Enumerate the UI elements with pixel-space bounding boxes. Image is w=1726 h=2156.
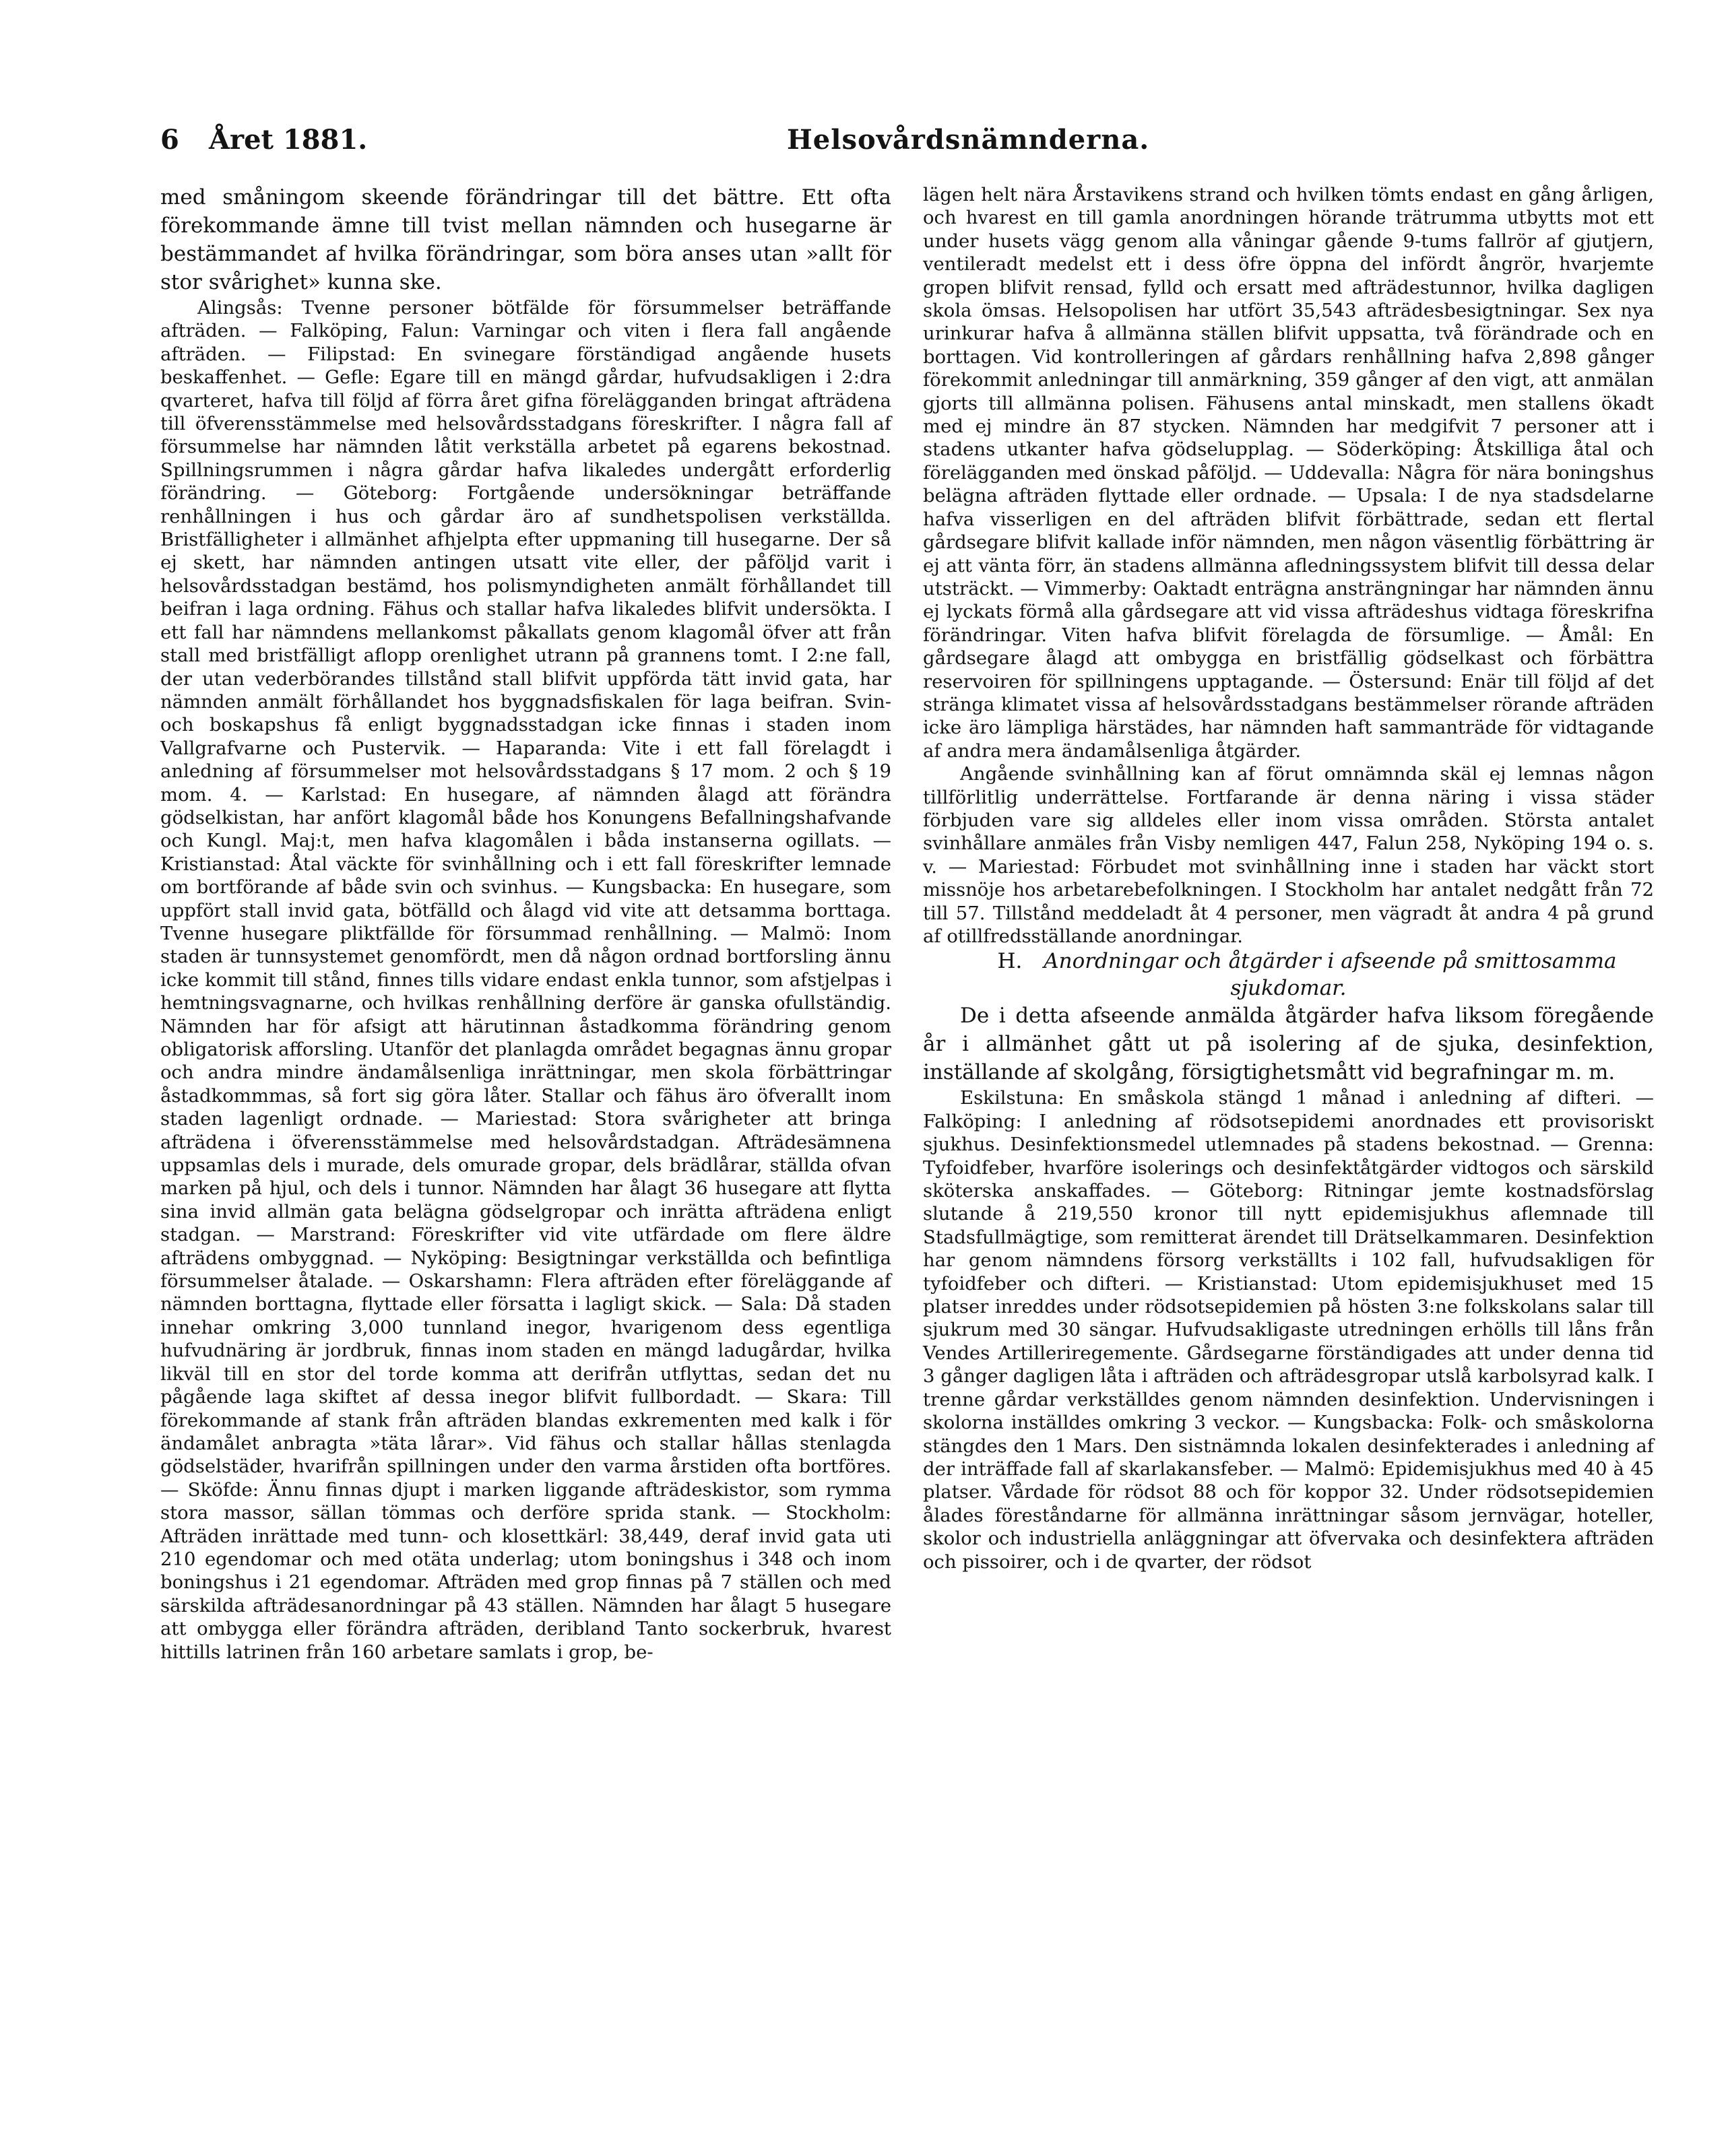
page-header: [160, 120, 1642, 160]
section-heading: [923, 948, 1654, 1002]
paragraph: Eskilstuna: En småskola stängd 1 månad i anledning af difteri. — Falköping: I anledning af rödsotsepidemi anordnades ett provisoriskt sjukhus. Desinfektionsmedel utlemnades på stadens bekostnad. — Grenna: Tyfoidfeber, hvarföre isolerings och desinfektåtgärder vidtogos och särskild sköterska anskaffades. — Göteborg: Ritningar jemte kostnadsförslag slutande å 219,550 kronor till nytt epidemisjukhus aflemnade till Stadsfullmägtige, som remitterat ärendet till Drätselkammaren. Desinfektion har genom nämndens försorg verkställts i 102 fall, hufvudsakligen för tyfoidfeber och difteri. — Kristianstad: Utom epidemisjukhuset med 15 platser inreddes under rödsotsepidemien på hösten 3:ne folkskolans salar till sjukrum med 30 sängar. Hufvudsakligaste utredningen erhölls till låns från Vendes Artilleriregemente. Gårdsegarne förständigades att under denna tid 3 gånger dagligen låta i afträden och afträdesgropar utslå karbolsyrad kalk. I trenne gårdar verkställdes genom nämnden desinfektion. Undervisningen i skolorna inställdes omkring 3 veckor. — Kungsbacka: Folk- och småskolorna stängdes den 1 Mars. Den sistnämnda lokalen desinfekterades i anledning af der inträffade fall af skarlakansfeber. — Malmö: Epidemisjukhus med 40 à 45 platser. Vårdade för rödsot 88 och för koppor 32. Under rödsotsepidemien ålades föreståndarne för allmänna inrättningar såsom jernvägar, hoteller, skolor och industriella anläggningar att öfvervaka och desinfektera afträden och pissoirer, och i de qvarter, der rödsot: [923, 1087, 1654, 1573]
section-title: Anordningar och åtgärder i afseende på smittosamma sjukdomar.: [1044, 949, 1617, 1001]
header-year: Året 1881.: [209, 124, 368, 156]
paragraph: Alingsås: Tvenne personer bötfälde för försummelser beträffande afträden. — Falköping, Falun: Varningar och viten i flera fall angående afträden. — Filipstad: En svinegare förständigad angående husets beskaffenhet. — Gefle: Egare till en mängd gårdar, hufvudsakligen i 2:dra qvarteret, hafva till följd af förra året gifna förelägganden bringat afträdena till öfverensstämmelse med helsovårdsstadgans föreskrifter. I några fall af försummelse har nämnden låtit verkställa arbetet på egarens bekostnad. Spillningsrummen i några gårdar hafva likaledes undergått erforderlig förändring. — Göteborg: Fortgående undersökningar beträffande renhållningen i hus och gårdar äro af sundhetspolisen verkställda. Bristfälligheter i allmänhet afhjelpta efter uppmaning till husegarne. Der så ej skett, har nämnden antingen utsatt vite eller, der påföljd varit i helsovårdsstadgan bestämd, hos polismyndigheten anmält förhållandet till beifran i laga ordning. Fähus och stallar hafva likaledes blifvit undersökta. I ett fall har nämndens mellankomst påkallats genom klagomål öfver att från stall med bristfälligt aflopp orenlighet utrann på grannens tomt. I 2:ne fall, der utan vederbörandes tillstånd stall blifvit uppförda tätt invid gata, har nämnden anmält förhållandet hos byggnadsfiskalen för laga beifran. Svin- och boskapshus få enligt byggnadsstadgan icke finnas i staden inom Vallgrafvarne och Pustervik. — Haparanda: Vite i ett fall förelagdt i anledning af försummelser mot helsovårdsstadgans § 17 mom. 2 och § 19 mom. 4. — Karlstad: En husegare, af nämnden ålagd att förändra gödselkistan, har anfört klagomål både hos Konungens Befallningshafvande och Kungl. Maj:t, men hafva klagomålen i båda instanserna ogillats. — Kristianstad: Åtal väckte för svinhållning och i ett fall föreskrifter lemnade om bortförande af både svin och svinhus. — Kungsbacka: En husegare, som uppfört stall invid gata, bötfälld och ålagd vid vite att detsamma borttaga. Tvenne husegare pliktfällde för försummad renhållning. — Malmö: Inom staden är tunnsystemet genomfördt, men då någon ordnad bortforsling ännu icke kommit till stånd, finnes tills vidare endast enkla tunnor, som afstjelpas i hemtningsvagnarne, och hvilkas renhållning derföre är ganska ofullständig. Nämnden har för afsigt att härutinnan åstadkomma förändring genom obligatorisk afforsling. Utanför det planlagda området begagnas ännu gropar och andra mindre ändamålsenliga inrättningar, men skola förbättringar åstadkommmas, så fort sig göra låter. Stallar och fähus äro öfverallt inom staden lagenligt ordnade. — Mariestad: Stora svårigheter att bringa afträdena i öfverensstämmelse med helsovårdstadgan. Afträdesämnena uppsamlas dels i murade, dels omurade gropar, dels brädlårar, ställda ofvan marken på hjul, och dels i tunnor. Nämnden har ålagt 36 husegare att flytta sina invid allmän gata belägna gödselgropar och inrätta afträdena enligt stadgan. — Marstrand: Föreskrifter vid vite utfärdade om flere äldre afträdens ombyggnad. — Nyköping: Besigtningar verkställda och befintliga försummelser åtalade. — Oskarshamn: Flera afträden efter föreläggande af nämnden borttagna, flyttade eller försatta i lagligt skick. — Sala: Då staden innehar omkring 3,000 tunnland inegor, hvarigenom dess egentliga hufvudnäring är jordbruk, finnas inom staden en mängd ladugårdar, hvilka likväl till en stor del torde komma att derifrån utflyttas, sedan det nu pågående laga skiftet af dessa inegor blifvit fullbordadt. — Skara: Till förekommande af stank från afträden blandas exkrementen med kalk i för ändamålet anbragta »täta lårar». Vid fähus och stallar hållas stenlagda gödselstäder, hvarifrån spillningen under den varma årstiden ofta bortföres. — Sköfde: Ännu finnas djupt i marken liggande afträdeskistor, som rymma stora massor, sällan tömmas och derföre sprida stank. — Stockholm: Afträden inrättade med tunn- och klosettkärl: 38,449, deraf invid gata uti 210 egendomar och med otäta underlag; utom boningshus i 348 och inom boningshus i 21 egendomar. Afträden med grop finnas på 7 ställen och med särskilda afträdesanordningar på 43 ställen. Nämnden har ålagt 5 husegare att ombygga eller förändra afträden, deribland Tanto sockerbruk, hvarest hittills latrinen från 160 arbetare samlats i grop, be-: [160, 297, 891, 1663]
page-number: 6: [160, 124, 179, 156]
left-column: [160, 183, 891, 1664]
paragraph: med småningom skeende förändringar till det bättre. Ett ofta förekommande ämne till tvist mellan nämnden och husegarne är bestämmandet af hvilka förändringar, som böra anses utan »allt för stor svårighet» kunna ske.: [160, 185, 891, 294]
right-column: [923, 183, 1654, 1573]
paragraph: De i detta afseende anmälda åtgärder hafva liksom föregående år i allmänhet gått ut på isolering af de sjuka, desinfektion, inställande af skolgång, försigtighetsmått vid begrafningar m. m.: [923, 1004, 1654, 1085]
paragraph: lägen helt nära Årstavikens strand och hvilken tömts endast en gång årligen, och hvarest en till gamla anordningen hörande trätrumma utbytts mot ett under husets vägg genom alla våningar gående 9-tums fallrör af gjutjern, ventileradt medelst ett i dess öfre öppna del infördt ångrör, hvarjemte gropen blifvit rensad, fylld och ersatt med afträdestunnor, hvilka dagligen skola ömsas. Helsopolisen har utfört 35,543 afträdesbesigtningar. Sex nya urinkurar hafva å allmänna ställen blifvit uppsatta, två förändrade och en borttagen. Vid kontrolleringen af gårdars renhållning hafva 2,898 gånger förekommit anledningar till anmärkning, 359 gånger af den vigt, att anmälan gjorts till allmänna polisen. Fähusens antal minskadt, men stallens ökadt med ej mindre än 87 stycken. Nämnden har medgifvit 7 personer att i stadens utkanter hafva gödselupplag. — Söderköping: Åtskilliga åtal och förelägganden med önskad påföljd. — Uddevalla: Några för nära boningshus belägna afträden flyttade eller ordnade. — Upsala: I de nya stadsdelarne hafva visserligen en del afträden blifvit förbättrade, sedan ett flertal gårdsegare blifvit kallade inför nämnden, men någon väsentlig förbättring är ej att vänta förr, än stadens allmänna afledningssystem blifvit till dessa delar utsträckt. — Vimmerby: Oaktadt enträgna ansträngningar har nämnden ännu ej lyckats förmå alla gårdsegare att vid vissa afträdeshus vidtaga föreskrifna förändringar. Viten hafva blifvit förelagda de försumlige. — Åmål: En gårdsegare ålagd att ombygga en bristfällig gödselkast och förbättra reservoiren för spillningens upptagande. — Östersund: Enär till följd af det stränga klimatet vissa af helsovårdsstadgans bestämmelser rörande afträden icke äro lämpliga härstädes, har nämnden haft sammanträde för vidtagande af andra mera ändamålsenliga åtgärder.: [923, 184, 1654, 762]
running-title: Helsovårdsnämnderna.: [787, 124, 1150, 156]
paragraph: Angående svinhållning kan af förut omnämnda skäl ej lemnas någon tillförlitlig underrättelse. Fortfarande är denna näring i vissa städer förbjuden vare sig alldeles eller inom vissa områden. Största antalet svinhållare anmäles från Visby nemligen 447, Falun 258, Nyköping 194 o. s. v. — Mariestad: Förbudet mot svinhållning inne i staden har väckt stort missnöje hos arbetarebefolkningen. I Stockholm har antalet nedgått från 72 till 57. Tillstånd meddeladt åt 4 personer, men vägradt åt andra 4 på grund af otillfredsställande anordningar.: [923, 763, 1654, 947]
section-letter: H.: [997, 949, 1023, 974]
